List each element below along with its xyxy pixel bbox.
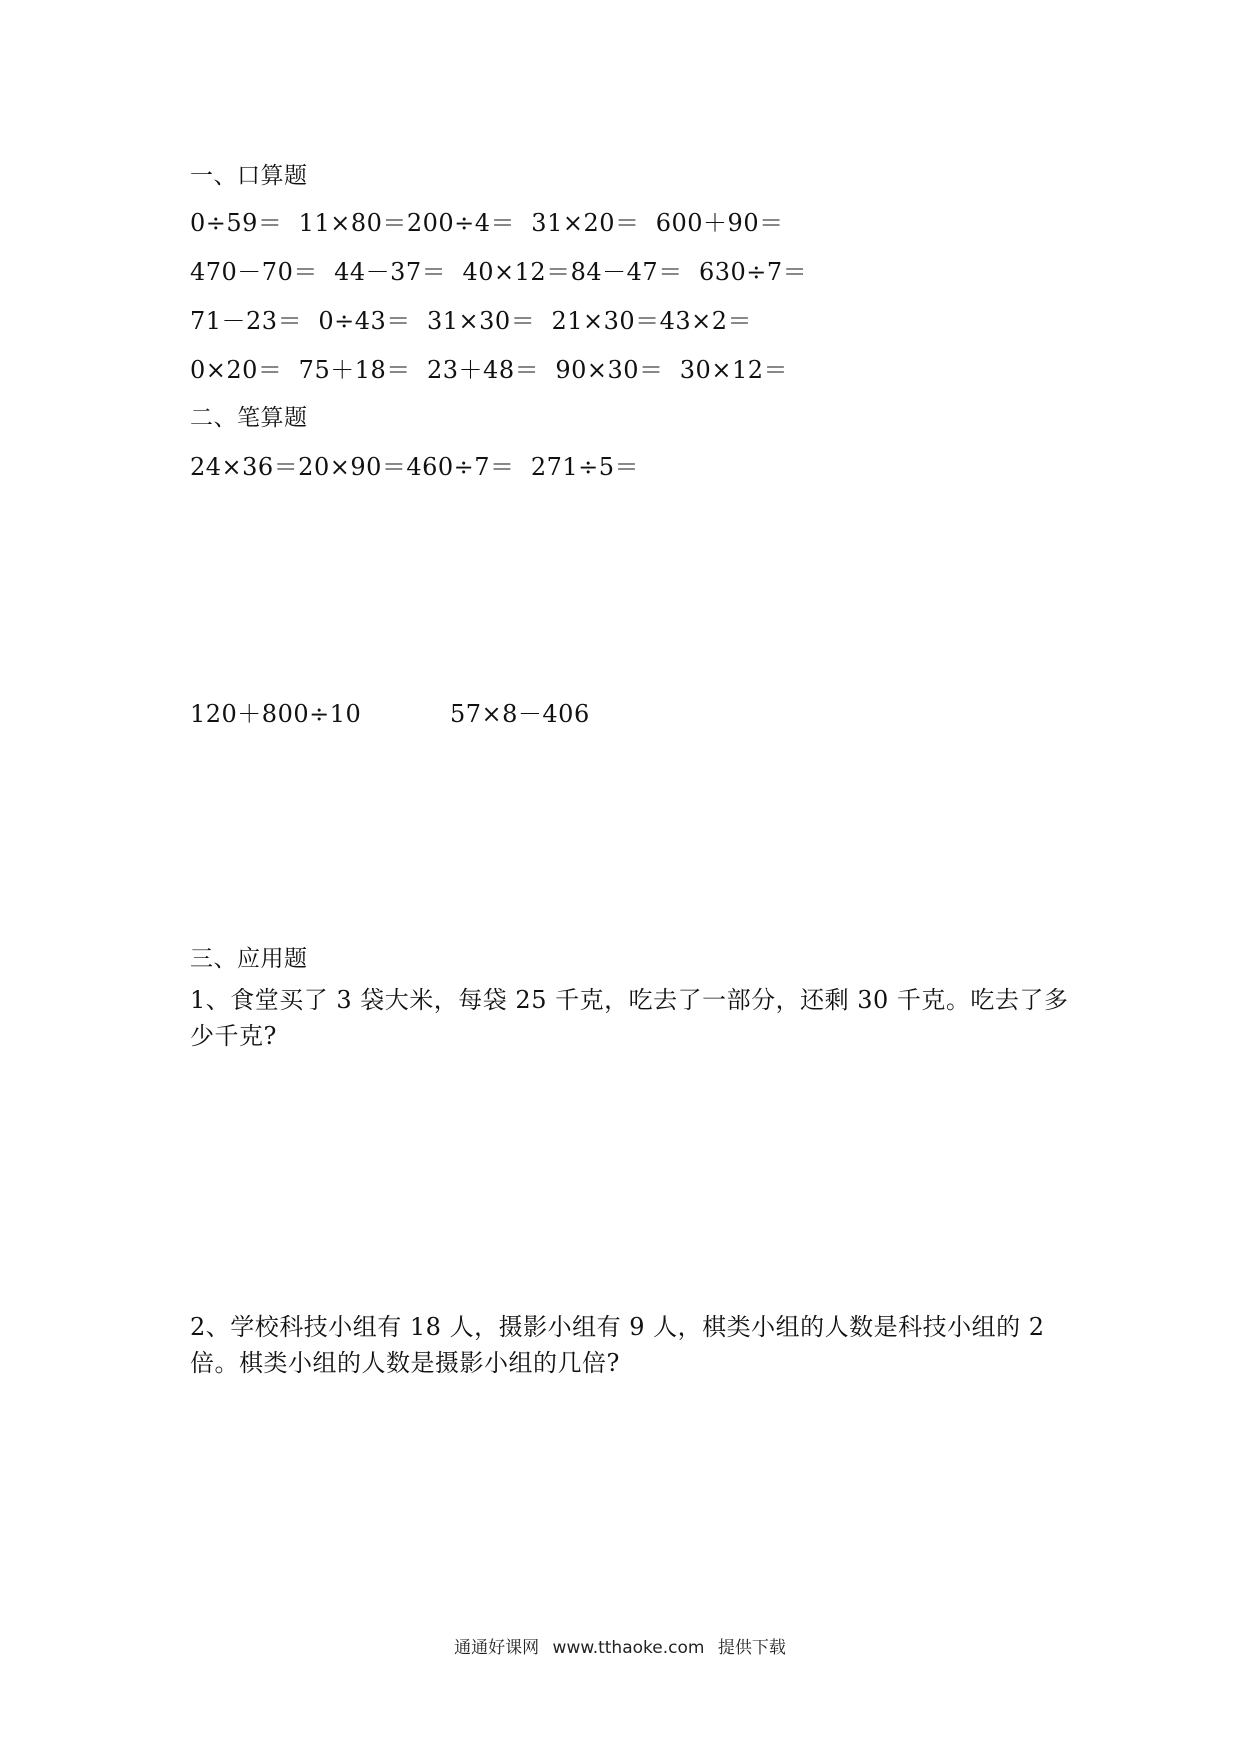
written-row-1: 24×36＝20×90＝460÷7＝ 271÷5＝ — [190, 453, 640, 481]
section1-title: 一、口算题 — [190, 163, 308, 189]
section2-title: 二、笔算题 — [190, 405, 308, 431]
oral-row-1: 0÷59＝ 11×80＝200÷4＝ 31×20＝ 600＋90＝ — [190, 209, 784, 237]
footer — [0, 1636, 1240, 1660]
written-expression-2: 57×8－406 — [450, 700, 590, 728]
oral-row-4: 0×20＝ 75＋18＝ 23＋48＝ 90×30＝ 30×12＝ — [190, 356, 788, 384]
word-problem-2: 2、学校科技小组有 18 人，摄影小组有 9 人，棋类小组的人数是科技小组的 2 倍。棋类小组的人数是摄影小组的几倍? — [190, 1313, 1045, 1377]
oral-row-3: 71－23＝ 0÷43＝ 31×30＝ 21×30＝43×2＝ — [190, 307, 753, 335]
footer-site-name: 通通好课网 — [454, 1638, 540, 1658]
word-problem-1: 1、食堂买了 3 袋大米，每袋 25 千克，吃去了一部分，还剩 30 千克。吃去了多少千克? — [190, 986, 1069, 1050]
footer-suffix: 提供下载 — [717, 1638, 786, 1658]
oral-row-2: 470－70＝ 44－37＝ 40×12＝84－47＝ 630÷7＝ — [190, 258, 808, 286]
written-expression-1: 120＋800÷10 — [190, 700, 362, 728]
section3-title: 三、应用题 — [190, 946, 308, 972]
footer-url: www.tthaoke.com — [552, 1638, 705, 1658]
